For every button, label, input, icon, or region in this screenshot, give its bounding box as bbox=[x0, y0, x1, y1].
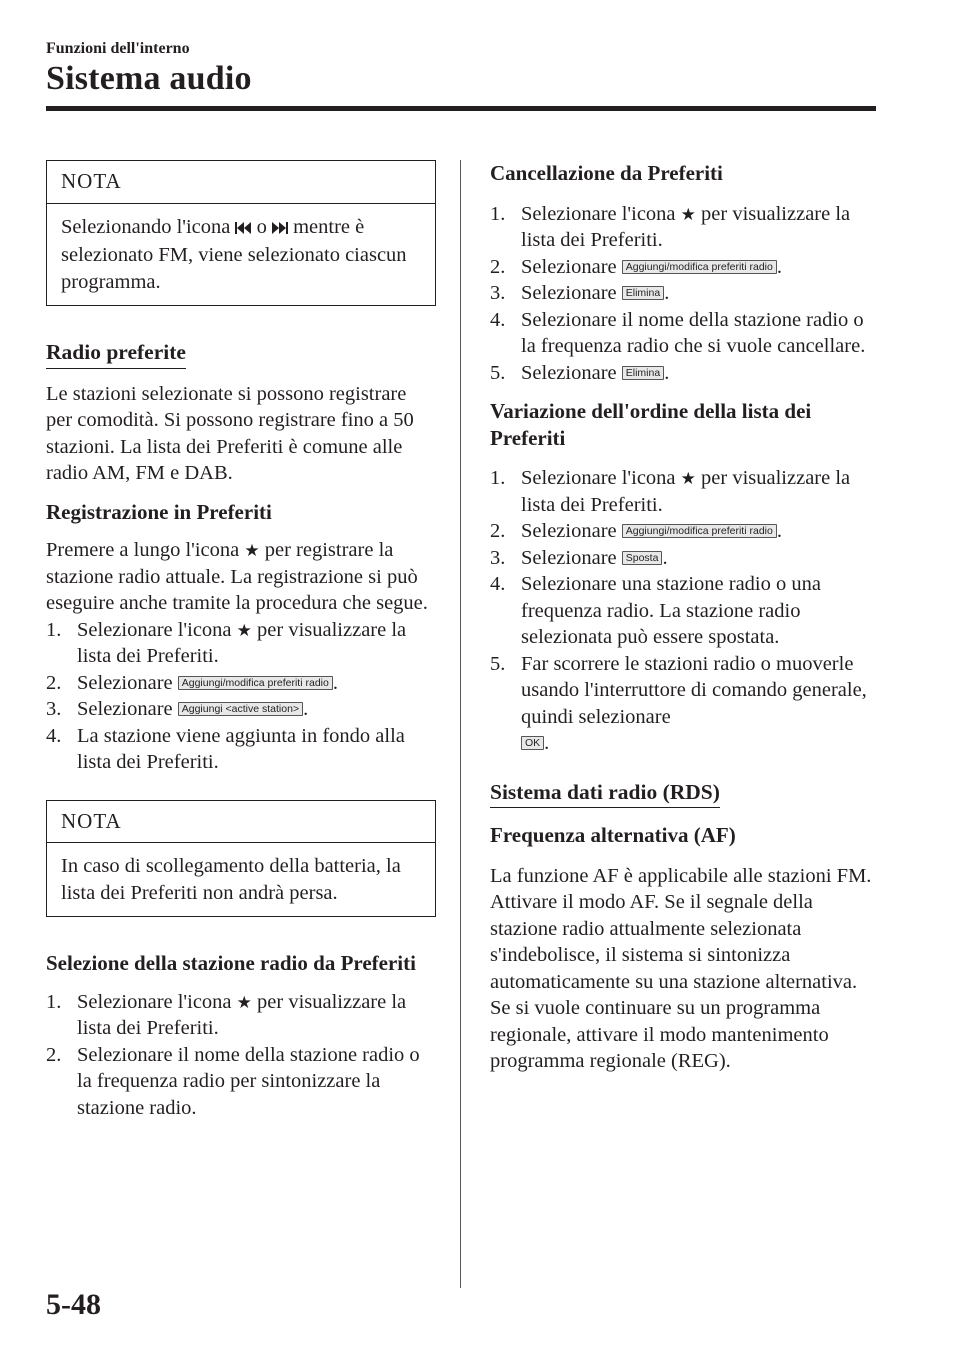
seek-forward-icon bbox=[272, 216, 288, 243]
list-item: 3. Selezionare Sposta . bbox=[490, 546, 668, 569]
seek-back-icon bbox=[235, 216, 251, 243]
star-icon: ★ bbox=[236, 992, 252, 1013]
subheading-variazione: Variazione dell'ordine della lista dei Preferiti bbox=[490, 399, 812, 450]
page-number: 5-48 bbox=[46, 1288, 101, 1321]
nota-body: In caso di scollegamento della batteria, la lista dei Preferiti non andrà persa. bbox=[61, 855, 401, 904]
nota-box bbox=[46, 800, 436, 918]
button-label: Aggiungi/modifica preferiti radio bbox=[622, 524, 777, 538]
header-subtitle: Funzioni dell'interno bbox=[46, 40, 190, 57]
section-heading-rds: Sistema dati radio (RDS) bbox=[490, 779, 720, 809]
steps-list bbox=[490, 465, 874, 757]
button-label: Elimina bbox=[622, 286, 664, 300]
list-item: 2. Selezionare Aggiungi/modifica preferiti radio . bbox=[490, 255, 782, 278]
star-icon: ★ bbox=[680, 469, 696, 489]
nota-heading: NOTA bbox=[47, 801, 435, 844]
list-item: 4. La stazione viene aggiunta in fondo alla lista dei Preferiti. bbox=[46, 724, 405, 773]
star-icon: ★ bbox=[680, 204, 696, 225]
list-item: 2. Selezionare Aggiungi/modifica preferiti radio . bbox=[46, 671, 338, 694]
list-item: 5. Far scorrere le stazioni radio o muoverle usando l'interruttore di comando generale, quindi selezionare OK . bbox=[490, 652, 867, 754]
nota-text: mentre è selezionato FM, viene selezionato ciascun programma. bbox=[61, 215, 407, 293]
button-label: Aggiungi/modifica preferiti radio bbox=[622, 260, 777, 274]
list-item: 3. Selezionare Elimina . bbox=[490, 282, 670, 304]
button-label: Aggiungi/modifica preferiti radio bbox=[178, 676, 333, 690]
paragraph: La funzione AF è applicabile alle stazioni FM. Attivare il modo AF. Se il segnale della stazione radio attualmente selezionata s'indebolisce, il sistema si sintonizza automaticamente su una stazione alternativa. bbox=[490, 864, 872, 993]
paragraph: Se si vuole continuare su un programma regionale, attivare il modo mantenimento programma regionale (REG). bbox=[490, 997, 829, 1072]
list-item: 4. Selezionare il nome della stazione radio o la frequenza radio che si vuole cancellare. bbox=[490, 308, 866, 357]
subheading-cancellazione: Cancellazione da Preferiti bbox=[490, 161, 723, 185]
steps-list bbox=[46, 989, 436, 1122]
header-title: Sistema audio bbox=[46, 60, 252, 97]
header-rule bbox=[46, 106, 876, 111]
list-item: 3. Selezionare Aggiungi <active station> . bbox=[46, 698, 309, 720]
subheading-registrazione: Registrazione in Preferiti bbox=[46, 499, 272, 524]
nota-box bbox=[46, 160, 436, 306]
list-item: 1. Selezionare l'icona ★ per visualizzare la lista dei Preferiti. bbox=[46, 990, 407, 1039]
column-divider bbox=[460, 160, 461, 1288]
nota-text: Selezionando l'icona bbox=[61, 215, 231, 238]
star-icon: ★ bbox=[236, 620, 252, 641]
list-item: 2. Selezionare il nome della stazione radio o la frequenza radio per sintonizzare la stazione radio. bbox=[46, 1043, 420, 1119]
button-label: Elimina bbox=[622, 366, 664, 380]
steps-list bbox=[46, 617, 436, 776]
list-item: 5. Selezionare Elimina . bbox=[490, 361, 670, 384]
nota-heading: NOTA bbox=[47, 161, 435, 204]
nota-text: o bbox=[256, 215, 267, 238]
list-item: 1. Selezionare l'icona ★ per visualizzare la lista dei Preferiti. bbox=[490, 202, 851, 251]
section-heading-radio-preferite: Radio preferite bbox=[46, 339, 186, 369]
list-item: 1. Selezionare l'icona ★ per visualizzare la lista dei Preferiti. bbox=[46, 618, 407, 667]
left-column bbox=[46, 160, 436, 1121]
right-column bbox=[490, 160, 874, 1075]
button-label: Aggiungi <active station> bbox=[178, 702, 303, 716]
list-item: 4. Selezionare una stazione radio o una frequenza radio. La stazione radio selezionata può essere spostata. bbox=[490, 573, 821, 648]
star-icon: ★ bbox=[244, 541, 260, 561]
subheading-af: Frequenza alternativa (AF) bbox=[490, 823, 736, 847]
subheading-selezione: Selezione della stazione radio da Preferiti bbox=[46, 951, 416, 975]
nota-body bbox=[47, 204, 435, 306]
paragraph: Premere a lungo l'icona ★ per registrare la stazione radio attuale. La registrazione si può eseguire anche tramite la procedura che segue. bbox=[46, 539, 428, 614]
list-item: 2. Selezionare Aggiungi/modifica preferiti radio . bbox=[490, 520, 782, 542]
button-label: OK bbox=[521, 736, 544, 750]
button-label: Sposta bbox=[622, 551, 663, 565]
list-item: 1. Selezionare l'icona ★ per visualizzare la lista dei Preferiti. bbox=[490, 467, 851, 516]
steps-list bbox=[490, 201, 874, 387]
paragraph: Le stazioni selezionate si possono registrare per comodità. Si possono registrare fino a 50 stazioni. La lista dei Preferiti è comune alle radio AM, FM e DAB. bbox=[46, 382, 414, 484]
